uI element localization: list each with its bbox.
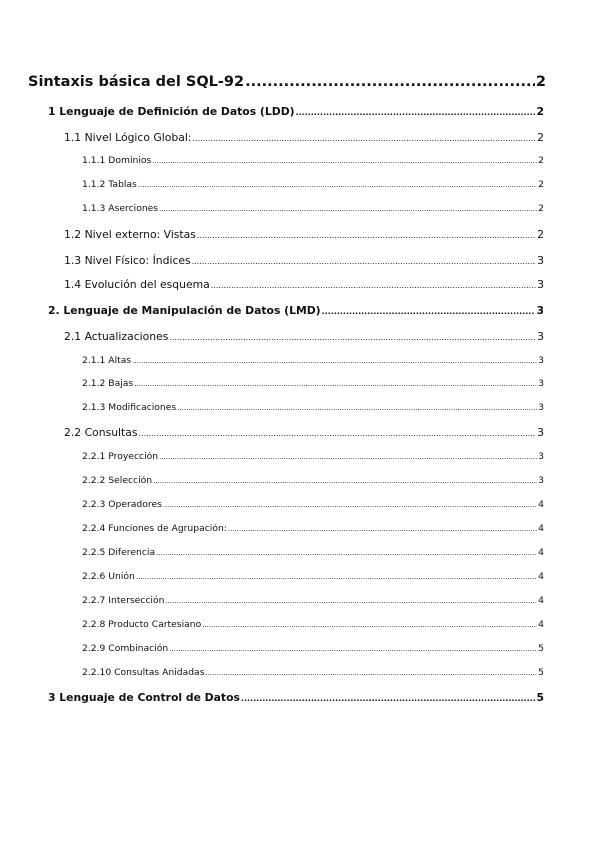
dot-leader: [177, 404, 537, 412]
dot-leader: [165, 597, 537, 605]
toc-entry-title: 2.1.2 Bajas: [82, 378, 134, 389]
toc-entry-page: 4: [538, 595, 544, 606]
toc-entry-page: 3: [537, 278, 544, 291]
toc-entry-title: 2.2.1 Proyección: [82, 451, 159, 462]
toc-entry[interactable]: [48, 304, 544, 317]
toc-entry-title: 2.2.7 Intersección: [82, 595, 165, 606]
toc-entry[interactable]: [82, 595, 544, 606]
toc-entry-page: 2: [538, 155, 544, 166]
toc-entry-title: 2.1.3 Modificaciones: [82, 402, 177, 413]
toc-entry[interactable]: [64, 330, 544, 343]
toc-entry[interactable]: [82, 643, 544, 654]
dot-leader: [322, 307, 536, 316]
toc-entry[interactable]: [82, 451, 544, 462]
dot-leader: [202, 621, 537, 629]
toc-entry-page: 3: [538, 451, 544, 462]
dot-leader: [134, 380, 537, 388]
toc-entry-title: 1.2 Nivel externo: Vistas: [64, 228, 196, 241]
toc-entry-page: 3: [538, 402, 544, 413]
toc-entry[interactable]: [48, 105, 544, 118]
toc-entry[interactable]: [82, 378, 544, 389]
toc-entry[interactable]: [48, 691, 544, 704]
toc-entry-title: 2.2.4 Funciones de Agrupación:: [82, 523, 227, 534]
toc-entry-title: 1.1.2 Tablas: [82, 179, 137, 190]
toc-entry-page: 2: [535, 74, 546, 90]
dot-leader: [211, 281, 536, 290]
toc-entry-page: 2: [537, 131, 544, 144]
toc-entry-title: 1.1.3 Aserciones: [82, 203, 159, 214]
toc-entry-page: 2: [536, 105, 544, 118]
dot-leader: [156, 549, 537, 557]
toc-entry-title: 2.2.8 Producto Cartesiano: [82, 619, 202, 630]
toc-entry[interactable]: [82, 155, 544, 166]
toc-entry[interactable]: [64, 278, 544, 291]
toc-entry-title: 1 Lenguaje de Definición de Datos (LDD): [48, 105, 295, 118]
toc-entry-title: 2. Lenguaje de Manipulación de Datos (LMD): [48, 304, 321, 317]
dot-leader: [153, 477, 537, 485]
toc-entry[interactable]: [82, 402, 544, 413]
toc-entry[interactable]: [64, 426, 544, 439]
toc-entry-title: 3 Lenguaje de Control de Datos: [48, 691, 240, 704]
toc-entry-page: 5: [538, 667, 544, 678]
dot-leader: [138, 181, 537, 189]
toc-entry-page: 4: [538, 619, 544, 630]
toc-entry-page: 4: [538, 571, 544, 582]
toc-entry-page: 3: [537, 426, 544, 439]
toc-entry-page: 2: [537, 228, 544, 241]
toc-entry-page: 4: [538, 499, 544, 510]
toc-entry[interactable]: [82, 619, 544, 630]
dot-leader: [169, 333, 536, 342]
dot-leader: [159, 205, 537, 213]
toc-entry[interactable]: [28, 74, 546, 90]
dot-leader: [163, 501, 537, 509]
dot-leader: [192, 257, 536, 266]
dot-leader: [152, 157, 537, 165]
toc-entry-page: 3: [538, 355, 544, 366]
toc-entry-title: 1.3 Nivel Físico: Índices: [64, 254, 191, 267]
dot-leader: [192, 134, 536, 143]
toc-entry-page: 2: [538, 203, 544, 214]
toc-entry-title: 2.2.2 Selección: [82, 475, 153, 486]
toc-entry-page: 3: [537, 254, 544, 267]
toc-entry-page: 3: [538, 475, 544, 486]
toc-entry[interactable]: [82, 571, 544, 582]
toc-entry-page: 2: [538, 179, 544, 190]
toc-entry-title: 2.2.9 Combinación: [82, 643, 169, 654]
toc-entry[interactable]: [82, 355, 544, 366]
toc-entry-title: 1.4 Evolución del esquema: [64, 278, 210, 291]
toc-entry[interactable]: [64, 254, 544, 267]
toc-entry-title: 1.1 Nivel Lógico Global:: [64, 131, 192, 144]
toc-entry-title: 2.2 Consultas: [64, 426, 138, 439]
dot-leader: [205, 669, 537, 677]
toc-entry-title: 1.1.1 Dominios: [82, 155, 152, 166]
toc-entry-title: 2.1.1 Altas: [82, 355, 132, 366]
toc-entry[interactable]: [82, 547, 544, 558]
toc-entry-title: Sintaxis básica del SQL-92: [28, 74, 245, 90]
toc-entry-page: 5: [536, 691, 544, 704]
dot-leader: [169, 645, 537, 653]
dot-leader: [159, 453, 537, 461]
toc-entry[interactable]: [82, 523, 544, 534]
toc-entry-title: 2.1 Actualizaciones: [64, 330, 169, 343]
toc-entry-page: 4: [538, 523, 544, 534]
toc-entry-title: 2.2.3 Operadores: [82, 499, 162, 510]
dot-leader: [245, 74, 535, 90]
dot-leader: [136, 573, 537, 581]
dot-leader: [132, 357, 537, 365]
toc-entry-title: 2.2.10 Consultas Anidadas: [82, 667, 205, 678]
toc-entry[interactable]: [64, 228, 544, 241]
toc-entry[interactable]: [82, 475, 544, 486]
dot-leader: [228, 525, 537, 533]
toc-entry[interactable]: [82, 667, 544, 678]
toc-entry[interactable]: [82, 203, 544, 214]
toc-entry-page: 5: [538, 643, 544, 654]
dot-leader: [296, 108, 536, 117]
toc-entry[interactable]: [82, 179, 544, 190]
dot-leader: [139, 429, 537, 438]
toc-entry-title: 2.2.5 Diferencia: [82, 547, 156, 558]
dot-leader: [197, 231, 536, 240]
toc-entry[interactable]: [82, 499, 544, 510]
toc-entry-title: 2.2.6 Unión: [82, 571, 135, 582]
toc-entry-page: 3: [537, 330, 544, 343]
toc-entry[interactable]: [64, 131, 544, 144]
toc-entry-page: 3: [538, 378, 544, 389]
dot-leader: [241, 694, 536, 703]
toc-entry-page: 3: [536, 304, 544, 317]
toc-entry-page: 4: [538, 547, 544, 558]
